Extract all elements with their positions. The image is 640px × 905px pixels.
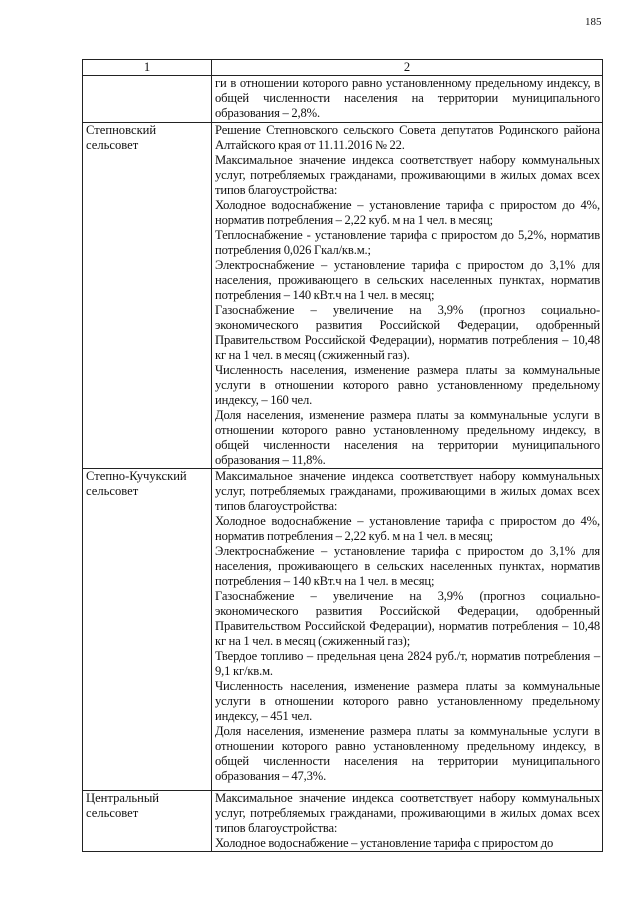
paragraph: Твердое топливо – предельная цена 2824 руб./т, норматив потребления – 9,1 кг/кв.м. [215, 649, 600, 678]
table-header-row [83, 60, 603, 76]
paragraph: Электроснабжение – установление тарифа с приростом до 3,1% для населения, проживающего в сельских населенных пунктах, норматив потребления – 140 кВт.ч на 1 чел. в месяц; [215, 544, 600, 588]
document-table [82, 59, 603, 852]
table-row-stepnovsky [83, 123, 603, 469]
paragraph: Холодное водоснабжение – установление тарифа с приростом до 4%, норматив потребления – 2,22 куб. м на 1 чел. в месяц; [215, 514, 600, 543]
municipality-name-cell [83, 76, 212, 123]
municipality-name: Степно-Кучукский сельсовет [86, 469, 187, 498]
paragraph: Холодное водоснабжение – установление тарифа с приростом до 4%, норматив потребления – 2,22 куб. м на 1 чел. в месяц; [215, 198, 600, 227]
municipality-name: Степновский сельсовет [86, 123, 157, 152]
paragraph: Численность населения, изменение размера платы за коммунальные услуги в отношении которого равно установленному предельному индексу, – 160 чел. [215, 363, 600, 407]
paragraph: ги в отношении которого равно установленному предельному индексу, в общей численности населения на территории муниципального образования – 2,8%. [215, 76, 600, 120]
paragraph: Газоснабжение – увеличение на 3,9% (прогноз социально-экономического развития Российской Федерации, одобренный Правительством Российской Федерации), норматив потребления – 10,48 кг на 1 чел. в месяц (сжиженный газ); [215, 589, 600, 648]
table-row-tsentralny [83, 791, 603, 852]
header-cell-col2: 2 [212, 60, 603, 76]
header-cell-col1: 1 [83, 60, 212, 76]
paragraph: Доля населения, изменение размера платы за коммунальные услуги в отношении которого равно установленному предельному индексу, в общей численности населения на территории муниципального образования – 11,8%. [215, 408, 600, 467]
paragraph: Электроснабжение – установление тарифа с приростом до 3,1% для населения, проживающего в сельских населенных пунктах, норматив потребления – 140 кВт.ч на 1 чел. в месяц; [215, 258, 600, 302]
description-cell [212, 76, 603, 123]
description-cell [212, 469, 603, 791]
municipality-name-cell [83, 123, 212, 469]
paragraph: Максимальное значение индекса соответствует набору коммунальных услуг, потребляемых гражданами, проживающими в жилых домах всех типов благоустройства: [215, 469, 600, 513]
paragraph: Доля населения, изменение размера платы за коммунальные услуги в отношении которого равно установленному предельному индексу, в общей численности населения на территории муниципального образования – 47,3%. [215, 724, 600, 783]
municipality-name-cell [83, 791, 212, 852]
paragraph: Численность населения, изменение размера платы за коммунальные услуги в отношении которого равно установленному предельному индексу, – 451 чел. [215, 679, 600, 723]
municipality-name-cell [83, 469, 212, 791]
table-row-continuation [83, 76, 603, 123]
municipality-name: Центральный сельсовет [86, 791, 160, 820]
paragraph: Максимальное значение индекса соответствует набору коммунальных услуг, потребляемых гражданами, проживающими в жилых домах всех типов благоустройства: [215, 153, 600, 197]
paragraph: Теплоснабжение - установление тарифа с приростом до 5,2%, норматив потребления 0,026 Гкал/кв.м.; [215, 228, 600, 257]
table-row-stepno-kuchuksky [83, 469, 603, 791]
page-number: 185 [585, 16, 602, 28]
description-cell [212, 123, 603, 469]
description-cell [212, 791, 603, 852]
paragraph: Решение Степновского сельского Совета депутатов Родинского района Алтайского края от 11.11.2016 № 22. [215, 123, 600, 152]
paragraph: Холодное водоснабжение – установление тарифа с приростом до [215, 836, 554, 850]
paragraph: Газоснабжение – увеличение на 3,9% (прогноз социально-экономического развития Российской Федерации, одобренный Правительством Российской Федерации), норматив потребления – 10,48 кг на 1 чел. в месяц (сжиженный газ). [215, 303, 600, 362]
paragraph: Максимальное значение индекса соответствует набору коммунальных услуг, потребляемых гражданами, проживающими в жилых домах всех типов благоустройства: [215, 791, 600, 835]
